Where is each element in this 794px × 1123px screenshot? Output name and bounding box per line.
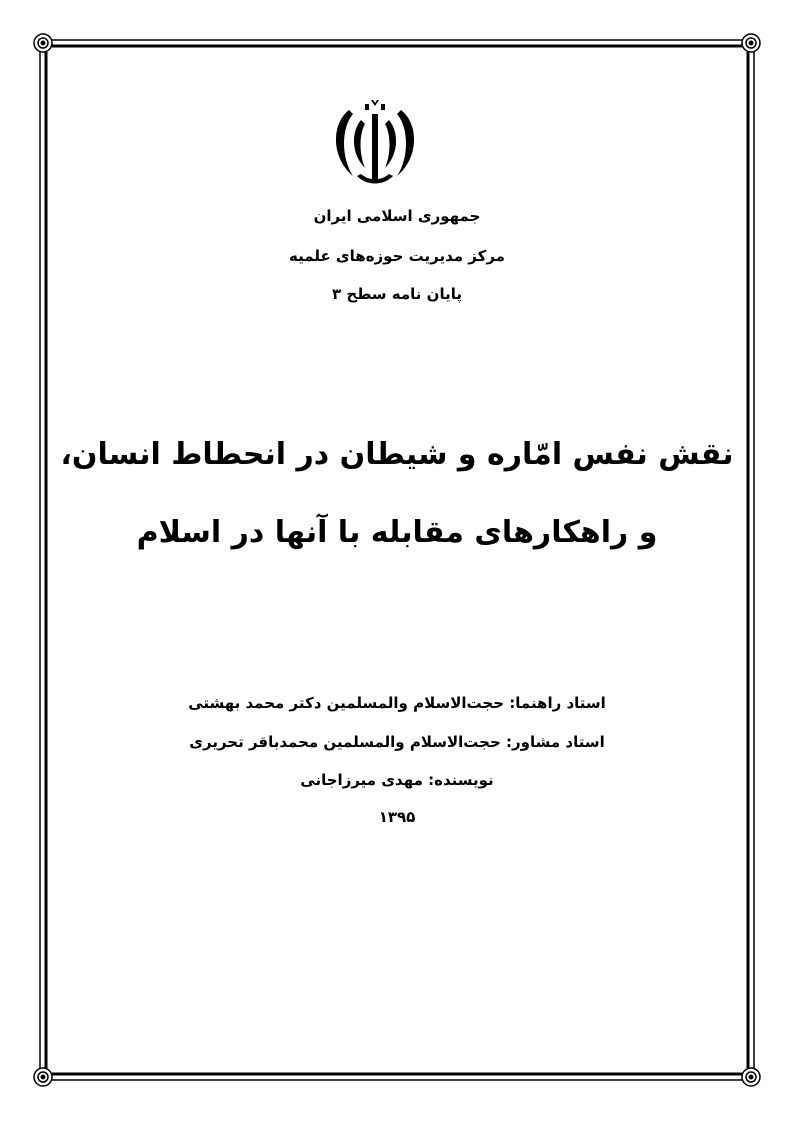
corner-ornament-bottom-right [742,1068,760,1086]
organization-name: مرکز مدیریت حوزه‌های علمیه [289,247,505,265]
iran-emblem-icon [327,96,423,188]
country-name: جمهوری اسلامی ایران [313,207,481,225]
thesis-title-line-1: نقش نفس امّاره و شیطان در انحطاط انسان، [60,437,734,472]
thesis-title-line-2: و راهکارهای مقابله با آنها در اسلام [136,515,658,550]
year: ۱۳۹۵ [378,808,416,826]
author-line: نویسنده: مهدی میرزاجانی [300,771,494,789]
supervisor-line: استاد راهنما: حجت‌الاسلام والمسلمین دکتر محمد بهشتی [188,694,606,712]
corner-ornament-bottom-left [34,1068,52,1086]
corner-ornament-top-right [742,34,760,52]
advisor-line: استاد مشاور: حجت‌الاسلام والمسلمین محمدباقر تحریری [189,733,605,751]
corner-ornament-top-left [34,34,52,52]
thesis-level: پایان نامه سطح ۳ [332,285,462,303]
